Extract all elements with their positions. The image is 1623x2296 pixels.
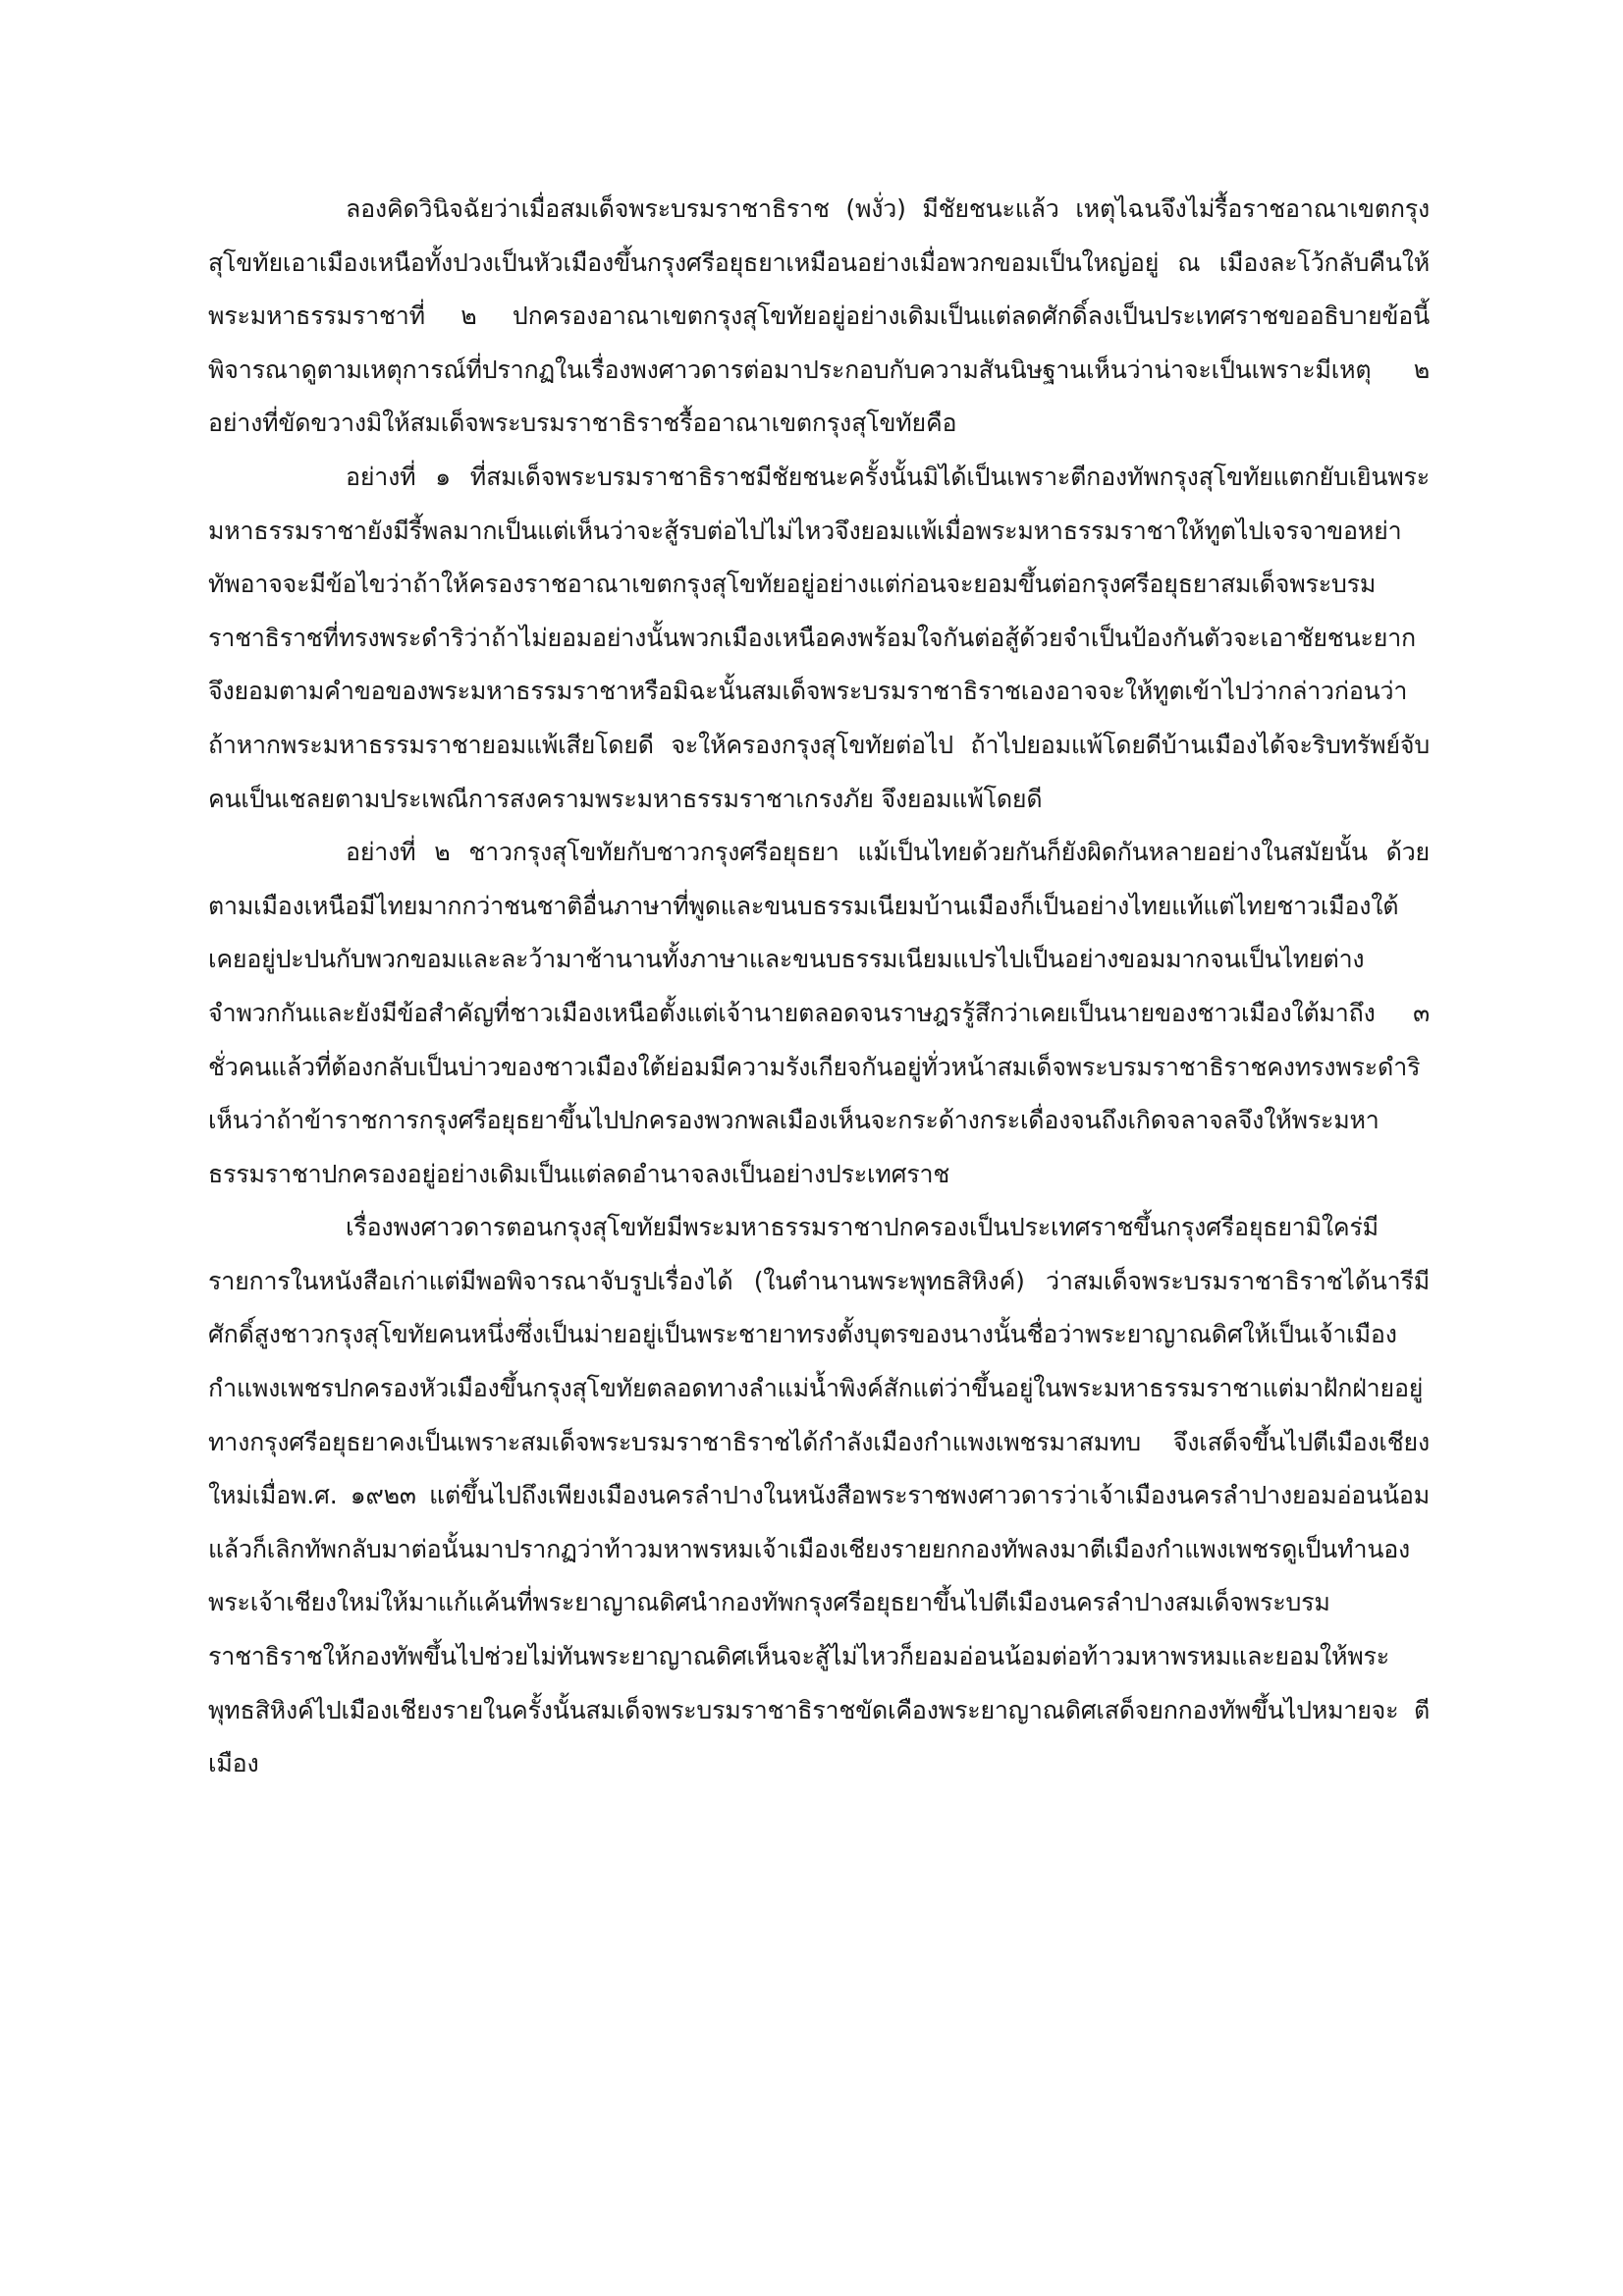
paragraph-2: อย่างที่ ๑ ที่สมเด็จพระบรมราชาธิราชมีชัยชนะครั้งนั้นมิได้เป็นเพราะตีกองทัพกรุงสุโขทัยแตกยับเยินพระมหาธรรมราชายังมีรี้พลมากเป็นแต่เห็นว่าจะสู้รบต่อไปไม่ไหวจึงยอมแพ้เมื่อพระมหาธรรมราชาให้ทูตไปเจรจาขอหย่าทัพอาจจะมีข้อไขว่าถ้าให้ครองราชอาณาเขตกรุงสุโขทัยอยู่อย่างแต่ก่อนจะยอมขึ้นต่อกรุงศรีอยุธยาสมเด็จพระบรมราชาธิราชที่ทรงพระดำริว่าถ้าไม่ยอมอย่างนั้นพวกเมืองเหนือคงพร้อมใจกันต่อสู้ด้วยจำเป็นป้องกันตัวจะเอาชัยชนะยากจึงยอมตามคำขอของพระมหาธรรมราชาหรือมิฉะนั้นสมเด็จพระบรมราชาธิราชเองอาจจะให้ทูตเข้าไปว่ากล่าวก่อนว่าถ้าหากพระมหาธรรมราชายอมแพ้เสียโดยดี จะให้ครองกรุงสุโขทัยต่อไป ถ้าไปยอมแพ้โดยดีบ้านเมืองได้จะริบทรัพย์จับคนเป็นเชลยตามประเพณีการสงครามพระมหาธรรมราชาเกรงภัย จึงยอมแพ้โดยดี xyxy=(208,462,1430,813)
paragraph-4: เรื่องพงศาวดารตอนกรุงสุโขทัยมีพระมหาธรรมราชาปกครองเป็นประเทศราชขึ้นกรุงศรีอยุธยามิใคร่มีรายการในหนังสือเก่าแต่มีพอพิจารณาจับรูปเรื่องได้ (ในตำนานพระพุทธสิหิงค์) ว่าสมเด็จพระบรมราชาธิราชได้นารีมีศักดิ์สูงชาวกรุงสุโขทัยคนหนึ่งซึ่งเป็นม่ายอยู่เป็นพระชายาทรงตั้งบุตรของนางนั้นชื่อว่าพระยาญาณดิศให้เป็นเจ้าเมืองกำแพงเพชรปกครองหัวเมืองขึ้นกรุงสุโขทัยตลอดทางลำแม่น้ำพิงค์สักแต่ว่าขึ้นอยู่ในพระมหาธรรมราชาแต่มาฝักฝ่ายอยู่ทางกรุงศรีอยุธยาคงเป็นเพราะสมเด็จพระบรมราชาธิราชได้กำลังเมืองกำแพงเพชรมาสมทบ จึงเสด็จขึ้นไปตีเมืองเชียงใหม่เมื่อพ.ศ. ๑๙๒๓ แต่ขึ้นไปถึงเพียงเมืองนครลำปางในหนังสือพระราชพงศาวดารว่าเจ้าเมืองนครลำปางยอมอ่อนน้อมแล้วก็เลิกทัพกลับมาต่อนั้นมาปรากฏว่าท้าวมหาพรหมเจ้าเมืองเชียงรายยกกองทัพลงมาตีเมืองกำแพงเพชรดูเป็นทำนองพระเจ้าเชียงใหม่ให้มาแก้แค้นที่พระยาญาณดิศนำกองทัพกรุงศรีอยุธยาขึ้นไปตีเมืองนครลำปางสมเด็จพระบรมราชาธิราชให้กองทัพขึ้นไปช่วยไม่ทันพระยาญาณดิศเห็นจะสู้ไม่ไหวก็ยอมอ่อนน้อมต่อท้าวมหาพรหมและยอมให้พระพุทธสิหิงค์ไปเมืองเชียงรายในครั้งนั้นสมเด็จพระบรมราชาธิราชขัดเคืองพระยาญาณดิศเสด็จยกกองทัพขึ้นไปหมายจะ ตีเมือง xyxy=(208,1213,1430,1778)
paragraph-3: อย่างที่ ๒ ชาวกรุงสุโขทัยกับชาวกรุงศรีอยุธยา แม้เป็นไทยด้วยกันก็ยังผิดกันหลายอย่างในสมัยนั้น ด้วยตามเมืองเหนือมีไทยมากกว่าชนชาติอื่นภาษาที่พูดและขนบธรรมเนียมบ้านเมืองก็เป็นอย่างไทยแท้แต่ไทยชาวเมืองใต้เคยอยู่ปะปนกับพวกขอมและละว้ามาช้านานทั้งภาษาและขนบธรรมเนียมแปรไปเป็นอย่างขอมมากจนเป็นไทยต่างจำพวกกันและยังมีข้อสำคัญที่ชาวเมืองเหนือตั้งแต่เจ้านายตลอดจนราษฎรรู้สึกว่าเคยเป็นนายของชาวเมืองใต้มาถึง ๓ ชั่วคนแล้วที่ต้องกลับเป็นบ่าวของชาวเมืองใต้ย่อมมีความรังเกียจกันอยู่ทั่วหน้าสมเด็จพระบรมราชาธิราชคงทรงพระดำริเห็นว่าถ้าข้าราชการกรุงศรีอยุธยาขึ้นไปปกครองพวกพลเมืองเห็นจะกระด้างกระเดื่องจนถึงเกิดจลาจลจึงให้พระมหาธรรมราชาปกครองอยู่อย่างเดิมเป็นแต่ลดอำนาจลงเป็นอย่างประเทศราช xyxy=(208,838,1430,1188)
document-body xyxy=(208,183,1430,1791)
paragraph-1: ลองคิดวินิจฉัยว่าเมื่อสมเด็จพระบรมราชาธิราช (พงั่ว) มีชัยชนะแล้ว เหตุไฉนจึงไม่รื้อราชอาณาเขตกรุงสุโขทัยเอาเมืองเหนือทั้งปวงเป็นหัวเมืองขึ้นกรุงศรีอยุธยาเหมือนอย่างเมื่อพวกขอมเป็นใหญ่อยู่ ณ เมืองละโว้กลับคืนให้พระมหาธรรมราชาที่ ๒ ปกครองอาณาเขตกรุงสุโขทัยอยู่อย่างเดิมเป็นแต่ลดศักดิ์ลงเป็นประเทศราชขออธิบายข้อนี้พิจารณาดูตามเหตุการณ์ที่ปรากฏในเรื่องพงศาวดารต่อมาประกอบกับความสันนิษฐานเห็นว่าน่าจะเป็นเพราะมีเหตุ ๒ อย่างที่ขัดขวางมิให้สมเด็จพระบรมราชาธิราชรื้ออาณาเขตกรุงสุโขทัยคือ xyxy=(208,194,1430,438)
